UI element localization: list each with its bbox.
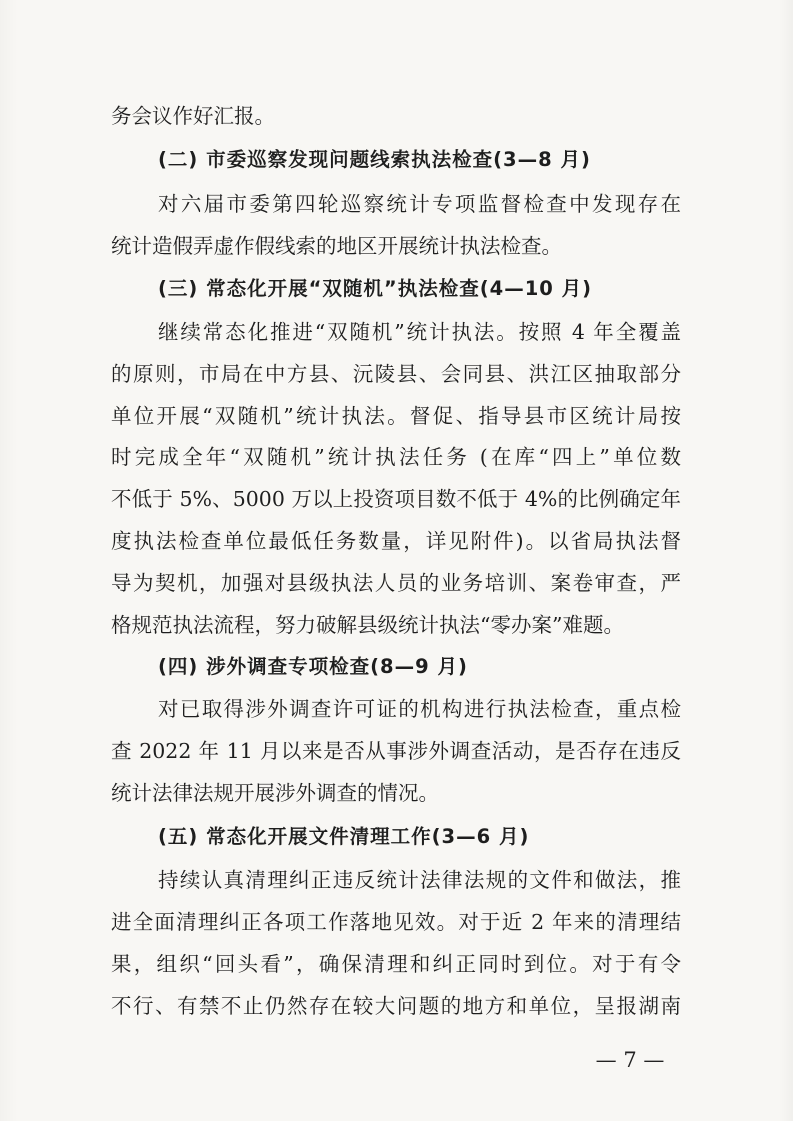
paragraph-line: 统计造假弄虚作假线索的地区开展统计执法检查。 <box>111 234 562 258</box>
section-heading-2: (二) 市委巡察发现问题线索执法检查(3—8 月) <box>158 148 591 171</box>
paragraph-line: 对已取得涉外调查许可证的机构进行执法检查，重点检 <box>158 697 681 721</box>
paragraph-line: 度执法检查单位最低任务数量，详见附件)。以省局执法督 <box>111 529 681 553</box>
paragraph-line: 不低于 5%、5000 万以上投资项目数不低于 4%的比例确定年 <box>111 487 681 511</box>
paragraph-line: 查 2022 年 11 月以来是否从事涉外调查活动，是否存在违反 <box>111 739 681 763</box>
paragraph-line: 单位开展“双随机”统计执法。督促、指导县市区统计局按 <box>111 404 681 428</box>
paragraph-line: 统计法律法规开展涉外调查的情况。 <box>111 781 439 805</box>
section-heading-5: (五) 常态化开展文件清理工作(3—6 月) <box>158 825 530 848</box>
paragraph-line: 格规范执法流程，努力破解县级统计执法“零办案”难题。 <box>111 613 624 637</box>
section-heading-4: (四) 涉外调查专项检查(8—9 月) <box>158 655 468 678</box>
paragraph-line: 务会议作好汇报。 <box>111 104 275 128</box>
paragraph-line: 不行、有禁不止仍然存在较大问题的地方和单位，呈报湖南 <box>111 994 681 1018</box>
page-number: — 7 — <box>595 1048 665 1072</box>
paragraph-line: 持续认真清理纠正违反统计法律法规的文件和做法，推 <box>158 868 681 892</box>
paragraph-line: 的原则，市局在中方县、沅陵县、会同县、洪江区抽取部分 <box>111 362 681 386</box>
paragraph-line: 时完成全年“双随机”统计执法任务 (在库“四上”单位数 <box>111 445 681 469</box>
paragraph-line: 进全面清理纠正各项工作落地见效。对于近 2 年来的清理结 <box>111 910 681 934</box>
section-heading-3: (三) 常态化开展“双随机”执法检查(4—10 月) <box>158 277 593 300</box>
paragraph-line: 继续常态化推进“双随机”统计执法。按照 4 年全覆盖 <box>158 320 681 344</box>
paragraph-line: 果，组织“回头看”，确保清理和纠正同时到位。对于有令 <box>111 952 681 976</box>
paragraph-line: 对六届市委第四轮巡察统计专项监督检查中发现存在 <box>158 192 681 216</box>
paragraph-line: 导为契机，加强对县级执法人员的业务培训、案卷审查，严 <box>111 571 681 595</box>
